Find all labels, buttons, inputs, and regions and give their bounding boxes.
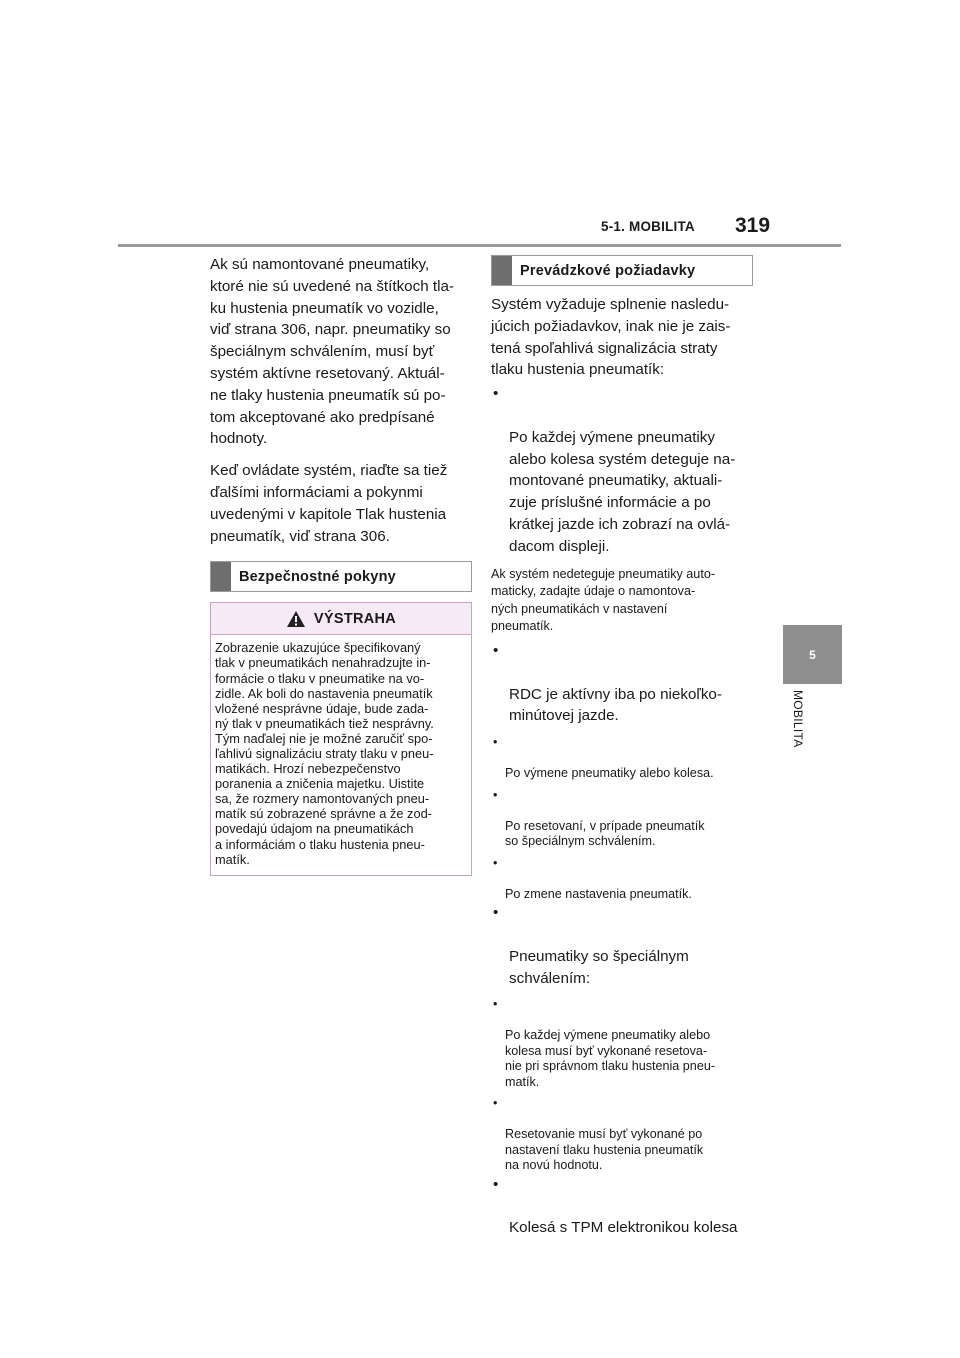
list-item	[491, 902, 753, 989]
requirements-section-header	[491, 255, 753, 286]
list-item-text: Pneumatiky so špeciálnym schválením:	[509, 947, 689, 987]
requirements-intro: Systém vyžaduje splnenie nasledu- júcich požiadavkov, inak nie je zais- tená spoľahlivá signalizácia straty tlaku hustenia pneumatík:	[491, 296, 731, 379]
warning-triangle-icon	[286, 610, 306, 628]
sub-list-item-text: Resetovanie musí byť vykonané po nastavení tlaku hustenia pneumatík na novú hodnotu.	[505, 1127, 704, 1173]
warning-title: VÝSTRAHA	[313, 610, 397, 627]
chapter-number: 5	[809, 647, 816, 662]
warning-header	[211, 603, 471, 635]
sub-list-item	[491, 1096, 753, 1174]
page-number: 319	[735, 214, 771, 237]
section-title: Bezpečnostné pokyny	[239, 568, 396, 585]
sub-list-item	[491, 997, 753, 1090]
warning-box	[210, 602, 472, 875]
section-marker	[492, 256, 512, 285]
section-marker	[211, 562, 231, 591]
list-item	[491, 383, 753, 557]
header-divider	[118, 244, 841, 247]
list-item-text: RDC je aktívny iba po niekoľko- minútovej jazde.	[509, 685, 722, 725]
list-item-text: Kolesá s TPM elektronikou kolesa	[509, 1219, 738, 1237]
left-column	[210, 254, 472, 876]
list-item-text: Po každej výmene pneumatiky alebo kolesa systém deteguje na- montované pneumatiky, aktuali- zuje príslušné informácie a po krátkej jazde ich zobrazí na ovlá- dacom displeji.	[509, 428, 736, 555]
info-paragraph: Keď ovládate systém, riaďte sa tiež ďalšími informáciami a pokynmi uvedenými v kapitole Tlak hustenia pneumatík, viď strana 306.	[210, 462, 448, 545]
chapter-label: MOBILITA	[791, 690, 805, 748]
warning-text: Zobrazenie ukazujúce špecifikovaný tlak v pneumatikách nenahradzujte in- formácie o tlaku v pneumatike na vo- zidle. Ak boli do nastavenia pneumatík vložené nesprávne údaje, bude zada- ný tlak v pneumatikách tiež nesprávny. Tým naďalej nie je možné zaručiť spo- ľahlivú signalizáciu straty tlaku v pneu- matikách. Hrozí nebezpečenstvo poranenia a zničenia majetku. Uistite sa, že rozmery namontovaných pneu- matík sú zobrazené správne a že zod- povedajú údajom na pneumatikách a informáciám o tlaku hustenia pneu- matík.	[215, 640, 434, 867]
note-paragraph: Ak systém nedeteguje pneumatiky auto- maticky, zadajte údaje o namontova- ných pneumatikách v nastavení pneumatík.	[491, 566, 716, 634]
safety-section-header	[210, 561, 472, 592]
bullet: •	[493, 641, 499, 659]
section-title: Prevádzkové požiadavky	[520, 262, 696, 279]
sub-list-item	[491, 856, 753, 903]
right-column	[491, 255, 753, 1241]
sub-list-item	[491, 788, 753, 850]
bullet: •	[493, 385, 499, 403]
sub-list-item-text: Po každej výmene pneumatiky alebo kolesa musí byť vykonané resetova- nie pri správnom tlaku hustenia pneu- matík.	[505, 1028, 716, 1089]
sub-list-item	[491, 735, 753, 782]
list-item	[491, 1174, 753, 1239]
bullet: •	[493, 1096, 498, 1111]
sub-list-item-text: Po výmene pneumatiky alebo kolesa.	[505, 766, 714, 781]
bullet: •	[493, 855, 498, 870]
chapter-tab	[783, 625, 842, 684]
bullet: •	[493, 997, 498, 1012]
bullet: •	[493, 735, 498, 750]
sub-list-item-text: Po resetovaní, v prípade pneumatík so špeciálnym schválením.	[505, 818, 705, 849]
bullet: •	[493, 787, 498, 802]
bullet: •	[493, 1175, 499, 1193]
intro-paragraph: Ak sú namontované pneumatiky, ktoré nie sú uvedené na štítkoch tla- ku hustenia pneumatík vo vozidle, viď strana 306, napr. pneumatiky so špeciálnym schválením, musí byť systém aktívne resetovaný. Aktuál- ne tlaky hustenia pneumatík sú po- tom akceptované ako predpísané hodnoty.	[210, 256, 454, 448]
sub-list-item-text: Po zmene nastavenia pneumatík.	[505, 886, 692, 901]
list-item	[491, 640, 753, 727]
section-header: 5-1. MOBILITA	[601, 219, 695, 234]
bullet: •	[493, 904, 499, 922]
